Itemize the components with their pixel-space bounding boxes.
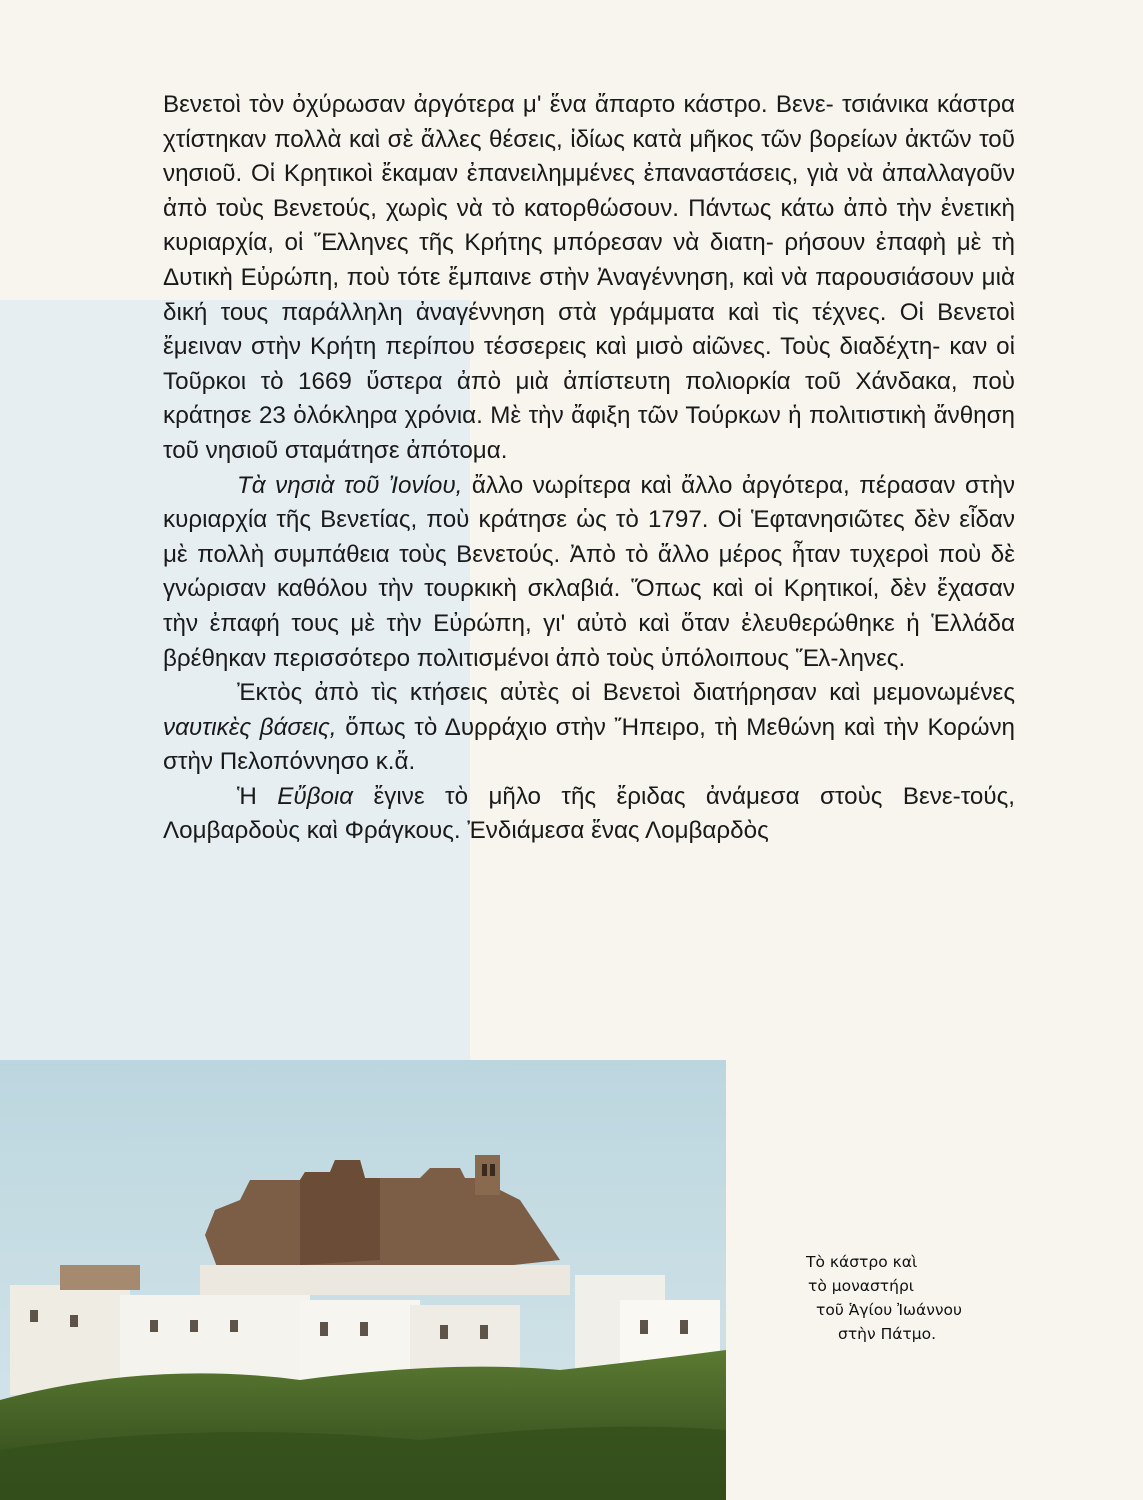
italic-term: ναυτικὲς βάσεις, (163, 713, 337, 741)
caption-line: Τὸ κάστρο καὶ (806, 1253, 918, 1271)
photo-illustration (0, 1060, 726, 1500)
main-text (163, 88, 1015, 849)
caption-line: τὸ μοναστήρι (808, 1277, 915, 1295)
paragraph-text: Ἐκτὸς ἀπὸ τὶς κτήσεις αὐτὲς οἱ Βενετοὶ διατήρησαν καὶ μεμονωμένες (237, 679, 1015, 707)
italic-term: Τὰ νησιὰ τοῦ Ἰονίου, (237, 471, 463, 499)
photo-patmos-monastery (0, 1060, 726, 1500)
text-line: Βενετοὶ τὸν ὀχύρωσαν ἀργότερα μ' ἕνα ἄπαρτο κάστρο. Βενε- (163, 91, 834, 118)
paragraph-text: ἔγινε τὸ μῆλο τῆς ἔριδας ἀνάμεσα στοὺς Βενε-τούς, Λομβαρδοὺς καὶ Φράγκους. Ἐνδιάμεσα ἕνας Λομβαρδὸς (163, 782, 1015, 845)
text-line: Ἀναγέννηση, καὶ νὰ παρουσιάσουν μιὰ δική τους παράλληλη (163, 263, 1015, 326)
text-line: στὴν Κρήτη περίπου τέσσερεις καὶ μισὸ αἰῶνες. Τοὺς διαδέχτη- (251, 333, 941, 361)
foreground-shrubs (0, 1427, 726, 1500)
text-line: καν οἱ Τοῦρκοι τὸ 1669 ὕστερα ἀπὸ μιὰ ἀπίστευτη πολιορκία τοῦ (163, 333, 1015, 395)
paragraph-4 (163, 780, 1015, 849)
photo-caption (806, 1250, 1006, 1346)
text-line: Βενετούς, χωρὶς νὰ τὸ κατορθώσουν. Πάντως κάτω ἀπὸ τὴν (272, 194, 932, 222)
text-line: ἀναγέννηση στὰ γράμματα καὶ τὶς τέχνες. Οἱ Βενετοὶ ἔμειναν (163, 298, 1015, 361)
italic-term: Εὔβοια (277, 782, 354, 810)
caption-line: στὴν Πάτμο. (838, 1325, 937, 1343)
text-line: κατὰ μῆκος τῶν βορείων ἀκτῶν τοῦ νησιοῦ. Οἱ Κρητικοὶ ἔκαμαν (163, 125, 1015, 188)
caption-line: τοῦ Ἁγίου Ἰωάννου (816, 1301, 962, 1319)
text-line: Χάνδακα, ποὺ κράτησε 23 ὁλόκληρα χρόνια. Μὲ τὴν ἄφιξη τῶν (163, 367, 1015, 430)
text-line: ἐνετικὴ κυριαρχία, οἱ Ἕλληνες τῆς Κρήτης μπόρεσαν νὰ διατη- (163, 194, 1015, 257)
text-line: τσιάνικα κάστρα χτίστηκαν πολλὰ καὶ σὲ ἄλλες θέσεις, ἰδίως (163, 91, 1015, 153)
paragraph-text: Ἡ (237, 782, 278, 810)
paragraph-1 (163, 88, 1015, 469)
text-line: ἐπανειλημμένες ἐπαναστάσεις, γιὰ νὰ ἀπαλλαγοῦν ἀπὸ τοὺς (163, 160, 1015, 222)
paragraph-text: ἄλλο νωρίτερα καὶ ἄλλο ἀργότερα, πέρασαν στὴν κυριαρχία τῆς Βενετίας, ποὺ κράτησε ὡς τὸ 1797. Οἱ Ἑφτανησιῶτες δὲν εἶδαν μὲ πολλὴ συμπάθεια τοὺς Βενετούς. Ἀπὸ τὸ ἄλλο μέρος ἦταν τυχεροὶ ποὺ δὲ γνώρισαν καθόλου τὴν τουρκικὴ σκλαβιά. Ὅπως καὶ οἱ Κρητικοί, δὲν ἔχασαν τὴν ἐπαφή τους μὲ τὴν Εὐρώπη, γι' αὐτὸ καὶ ὅταν ἐλευθερώθηκε ἡ Ἑλλάδα βρέθηκαν περισσότερο πολιτισμένοι ἀπὸ τοὺς ὑπόλοιπους Ἕλ-ληνες. (163, 471, 1015, 672)
paragraph-text: ὅπως τὸ Δυρράχιο στὴν Ἤπειρο, τὴ Μεθώνη καὶ τὴν Κορώνη στὴν Πελοπόννησο κ.ἄ. (163, 713, 1016, 776)
text-line: Τούρκων ἡ πολιτιστικὴ ἄνθηση τοῦ νησιοῦ σταμάτησε ἀπότομα. (163, 402, 1015, 464)
text-line: ρήσουν ἐπαφὴ μὲ τὴ Δυτικὴ Εὐρώπη, ποὺ τότε ἔμπαινε στὴν (163, 229, 1016, 291)
paragraph-2 (163, 469, 1015, 677)
paragraph-3 (163, 676, 1015, 780)
